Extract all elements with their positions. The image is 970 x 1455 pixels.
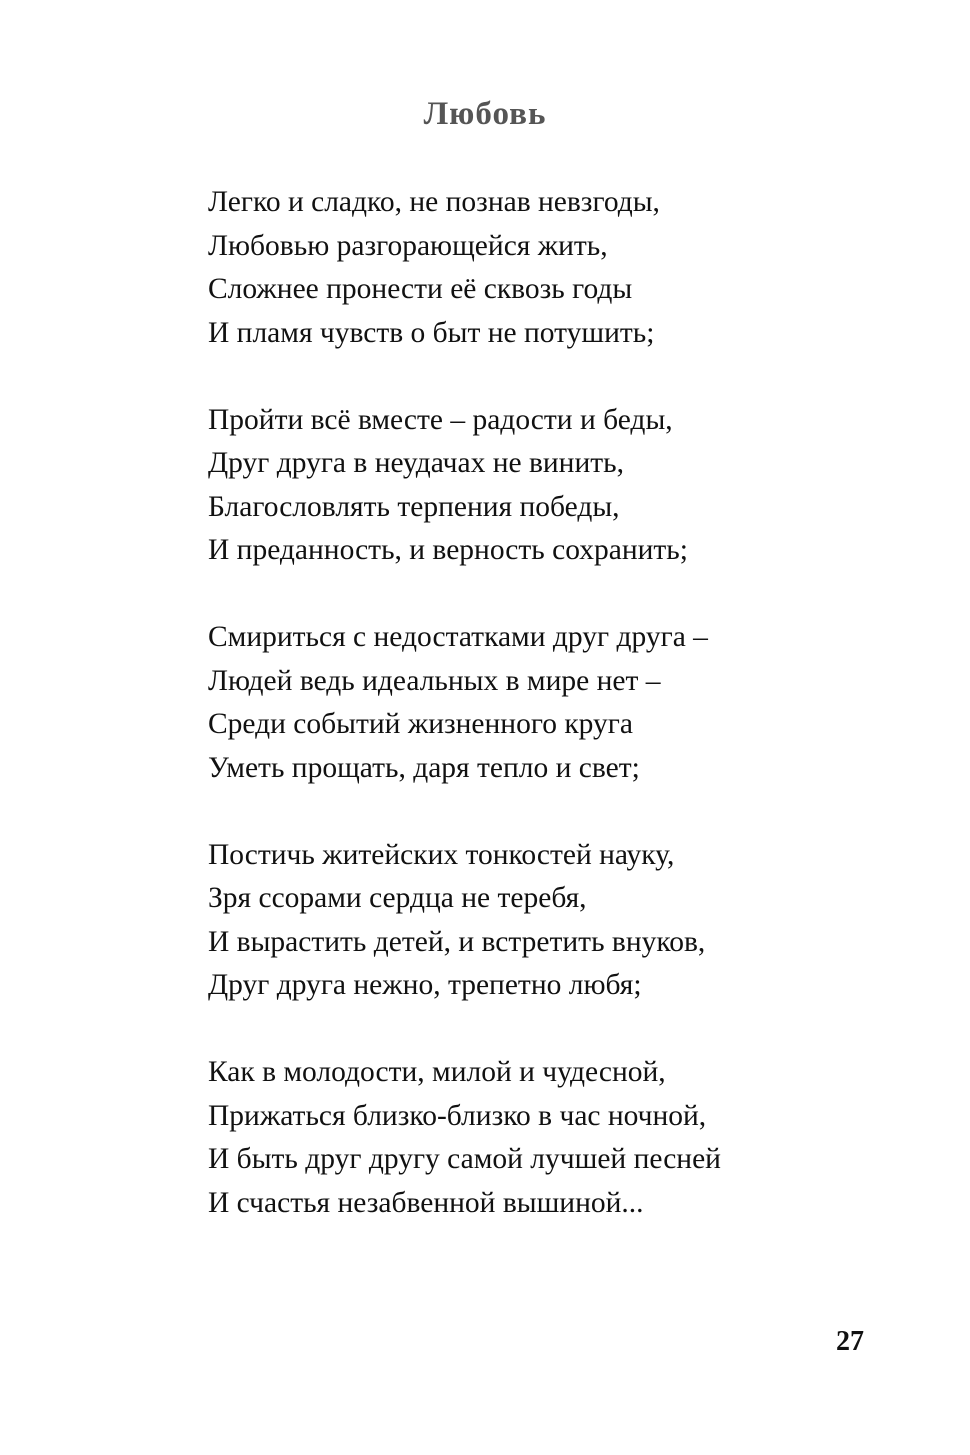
page-number: 27 xyxy=(836,1326,864,1357)
stanza xyxy=(208,181,908,355)
poem-line: И преданность, и верность сохранить; xyxy=(208,534,688,566)
poem-title: Любовь xyxy=(423,96,547,132)
poem-line: Как в молодости, милой и чудесной, xyxy=(208,1056,666,1088)
poem-line: Людей ведь идеальных в мире нет – xyxy=(208,664,661,697)
poem-line: Постичь житейских тонкостей науку, xyxy=(208,838,675,871)
stanza xyxy=(208,399,908,573)
poem-body xyxy=(208,181,908,1269)
poem-line: Легко и сладко, не познав невзгоды, xyxy=(208,186,660,218)
poem-line: И быть друг другу самой лучшей песней xyxy=(208,1143,721,1175)
poem-line: Уметь прощать, даря тепло и свет; xyxy=(208,751,640,784)
poem-line: И пламя чувств о быт не потушить; xyxy=(208,316,655,349)
stanza xyxy=(208,1051,908,1225)
poem-line: Любовью разгорающейся жить, xyxy=(208,229,608,262)
stanza xyxy=(208,616,908,790)
poem-line: Прижаться близко-близко в час ночной, xyxy=(208,1099,707,1132)
stanza xyxy=(208,834,908,1008)
poem-line: Друг друга нежно, трепетно любя; xyxy=(208,969,642,1001)
poem-line: Друг друга в неудачах не винить, xyxy=(208,447,624,479)
poem-line: И счастья незабвенной вышиной... xyxy=(208,1186,644,1219)
poem-line: Пройти всё вместе – радости и беды, xyxy=(208,403,673,436)
poem-line: И вырастить детей, и встретить внуков, xyxy=(208,925,706,958)
poem-line: Среди событий жизненного круга xyxy=(208,708,633,740)
poem-line: Сложнее пронести её сквозь годы xyxy=(208,273,633,305)
poem-line: Благословлять терпения победы, xyxy=(208,490,620,523)
poem-line: Смириться с недостатками друг друга – xyxy=(208,621,708,653)
poem-line: Зря ссорами сердца не теребя, xyxy=(208,882,587,914)
